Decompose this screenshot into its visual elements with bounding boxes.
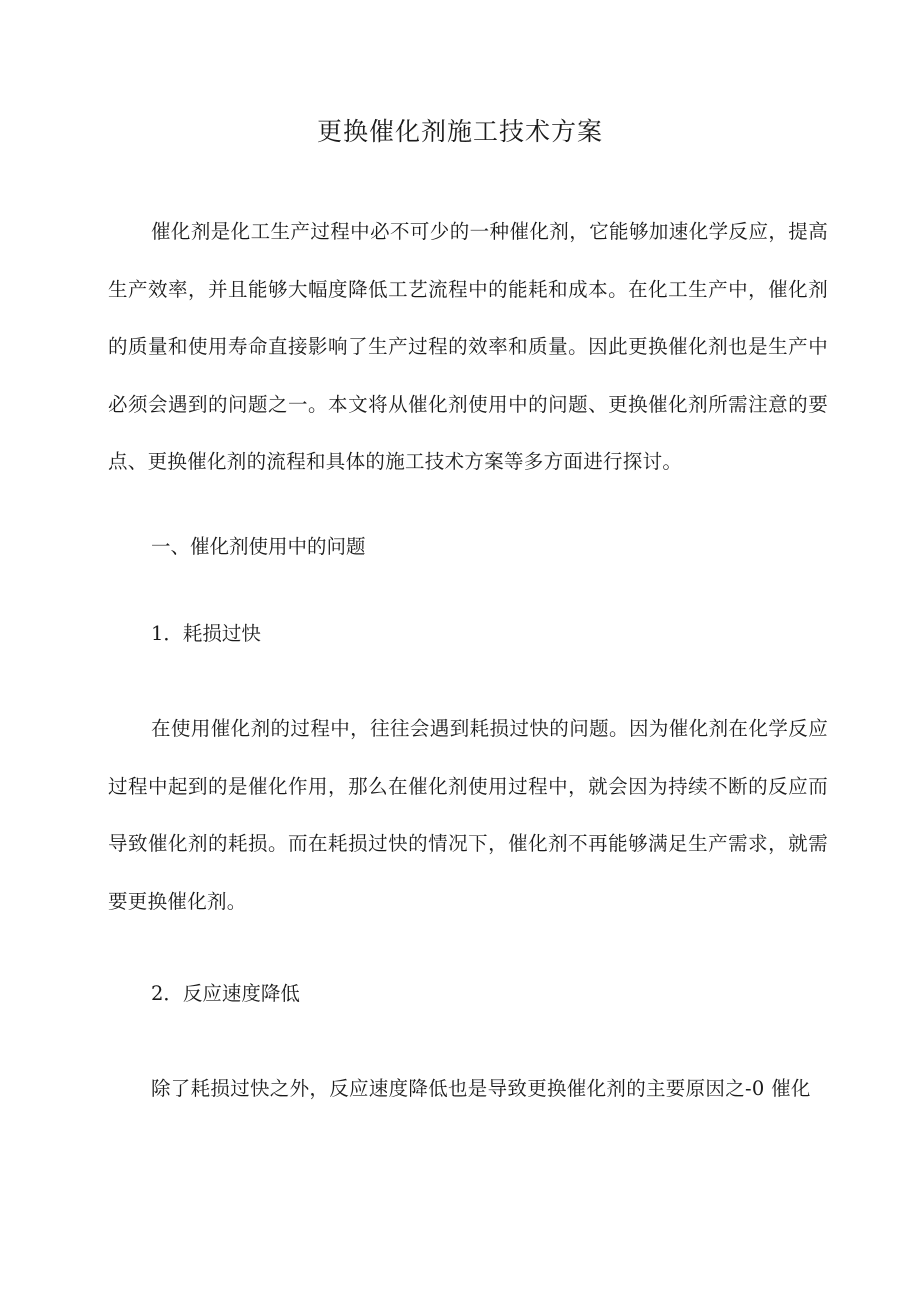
document-title: 更换催化剂施工技术方案 (316, 117, 603, 146)
section-heading-1: 一、催化剂使用中的问题 (151, 535, 366, 558)
subsection-body-1: 在使用催化剂的过程中，往往会遇到耗损过快的问题。因为催化剂在化学反应过程中起到的是催化作用，那么在催化剂使用过程中，就会因为持续不断的反应而导致催化剂的耗损。而在耗损过快的情况下，催化剂不再能够满足生产需求，就需要更换催化剂。 (108, 717, 828, 913)
subsection-heading-1: 1．耗损过快 (151, 622, 261, 645)
subsection-heading-2: 2．反应速度降低 (151, 982, 300, 1005)
intro-paragraph: 催化剂是化工生产过程中必不可少的一种催化剂，它能够加速化学反应，提高生产效率，并且能够大幅度降低工艺流程中的能耗和成本。在化工生产中，催化剂的质量和使用寿命直接影响了生产过程的效率和质量。因此更换催化剂也是生产中必须会遇到的问题之一。本文将从催化剂使用中的问题、更换催化剂所需注意的要点、更换催化剂的流程和具体的施工技术方案等多方面进行探讨。 (108, 220, 828, 473)
subsection-body-2: 除了耗损过快之外，反应速度降低也是导致更换催化剂的主要原因之-0 催化 (151, 1077, 811, 1100)
